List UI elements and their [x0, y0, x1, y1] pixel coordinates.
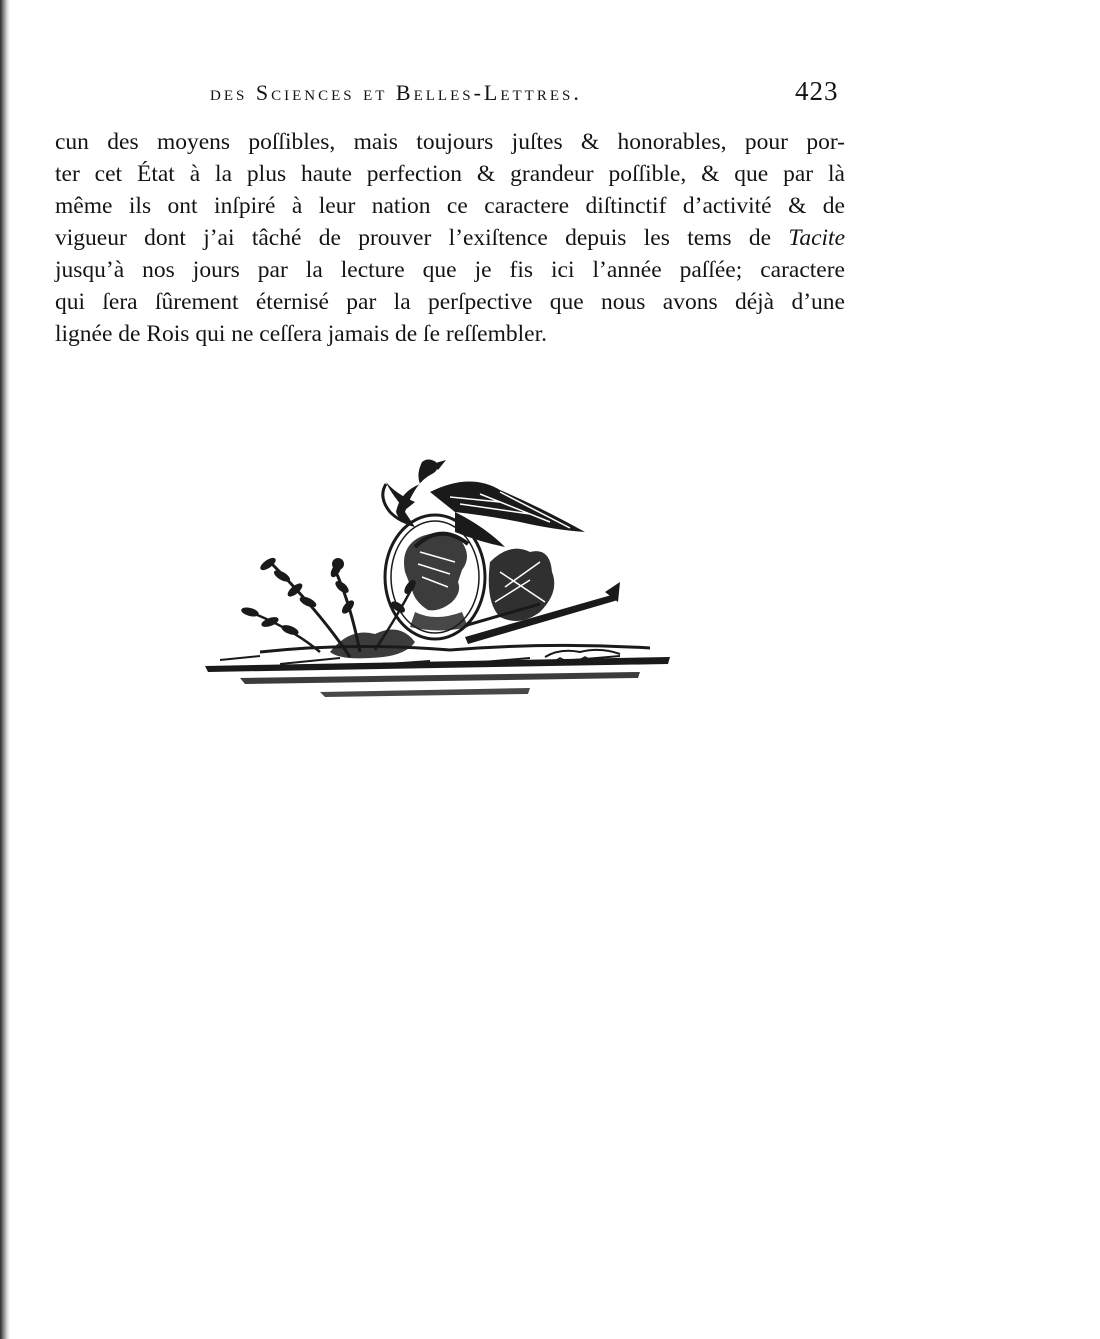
text-line-4: [55, 222, 845, 254]
italic-name-tacite: Tacite: [788, 225, 846, 251]
text-line-5: jusqu’à nos jours par la lecture que je fis ici l’année paſſée; caractere: [55, 257, 845, 283]
page-number: 423: [795, 76, 839, 106]
text-line-3: même ils ont inſpiré à leur nation ce caractere diſtinctif d’activité & de: [55, 193, 845, 219]
page-left-edge-shadow: [0, 0, 10, 1339]
text-line-1: cun des moyens poſſibles, mais toujours juſtes & honorables, pour por-: [55, 129, 845, 155]
text-line-7: lignée de Rois qui ne ceſſera jamais de ſe reſſembler.: [55, 321, 548, 347]
body-paragraph: [55, 126, 845, 350]
text-line-2: ter cet État à la plus haute perfection & grandeur poſſible, & que par là: [55, 161, 845, 187]
running-head: des Sciences et Belles-Lettres.: [210, 80, 582, 105]
text-line-4-roman: vigueur dont j’ai tâché de prouver l’exiſtence depuis les tems de: [55, 225, 772, 251]
text-line-6: qui ſera ſûrement éternisé par la perſpective que nous avons déjà d’une: [55, 289, 845, 315]
eagle-medallion-vignette-icon: [200, 452, 680, 707]
